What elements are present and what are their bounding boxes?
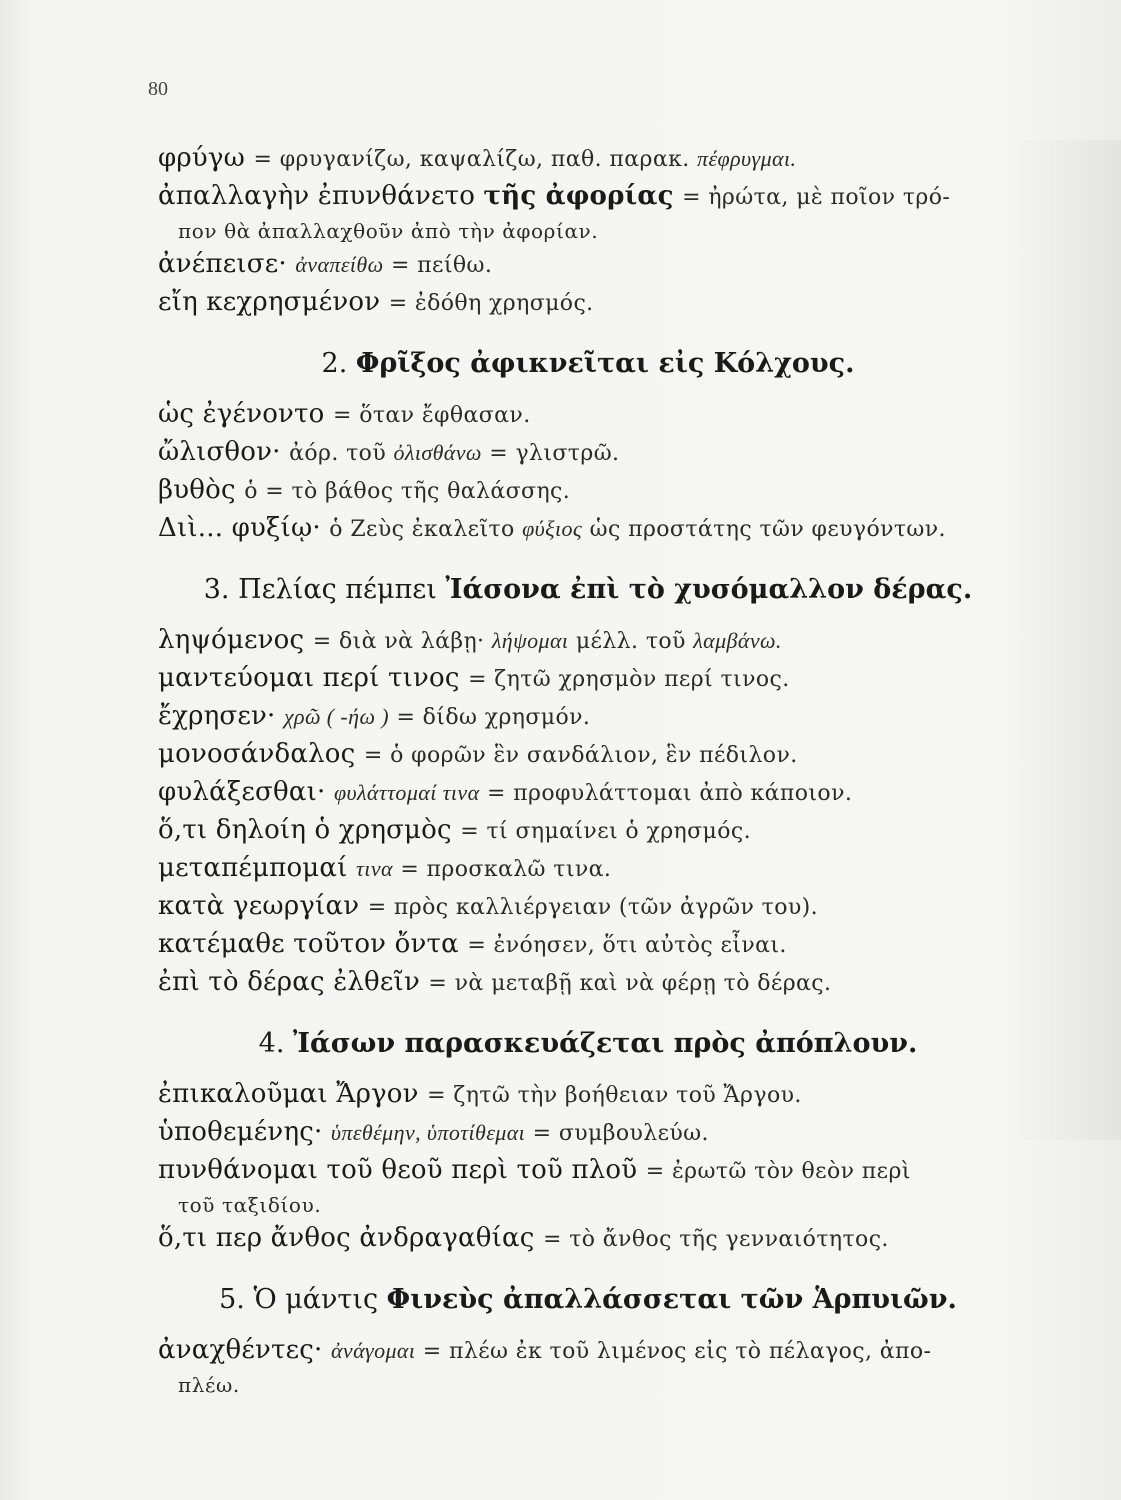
definition: = προσκαλῶ τινα. [392,857,612,882]
section-title: Πελίας πέμπει [238,574,446,605]
gloss-line [158,774,1018,812]
gloss-line [158,812,1018,850]
term: μεταπέμπομαί [158,853,348,883]
gloss-line [158,926,1018,964]
term: εἴη κεχρησμένον [158,287,381,317]
section-title: Φρῖξος ἀφικνεῖται εἰς Κόλχους. [355,348,855,379]
section-heading-5 [158,1280,1018,1320]
section-number: 5. [219,1284,245,1315]
definition: = ζητῶ τὴν βοήθειαν τοῦ Ἄργου. [427,1083,802,1108]
definition: = γλιστρῶ. [481,441,620,466]
section-number: 2. [321,348,348,379]
definition: = πρὸς καλλιέργειαν (τῶν ἀγρῶν του). [367,895,818,920]
definition: = ὅταν ἔφθασαν. [332,403,531,428]
definition-italic: ἀναπείθω [295,252,384,277]
definition: ὡς προστάτης τῶν φευγόντων. [582,517,946,542]
definition-italic: φύξιος [522,516,583,541]
definition: = ὁ φορῶν ἓν σανδάλιον, ἓν πέδιλον. [363,743,798,768]
section-heading-3 [158,570,1018,610]
term: μονοσάνδαλος [158,739,356,769]
definition-italic: χρῶ ( -ήω ) [283,704,390,729]
gloss-line [158,1114,1018,1152]
gloss-line [158,246,1018,284]
definition: = ἐρωτῶ τὸν θεὸν περὶ [645,1159,911,1184]
term: ὤλισθον· [158,437,281,467]
glossary-content [158,140,1018,1400]
definition-italic: λήψομαι [491,628,569,653]
gloss-line [158,888,1018,926]
definition: = ἠρώτα, μὲ ποῖον τρό- [682,185,951,210]
term: βυθὸς [158,475,236,505]
definition: = τὸ ἄνθος τῆς γενναιότητος. [542,1227,889,1252]
definition-italic: πέφρυγμαι. [697,146,797,171]
term: ἐπικαλοῦμαι Ἄργον [158,1079,419,1109]
definition: = συμβουλεύω. [525,1121,709,1146]
definition-italic: φυλάττομαί τινα [333,780,480,805]
section-heading-2 [158,344,1018,384]
term: ληψόμενος [158,625,305,655]
definition: = πλέω ἐκ τοῦ λιμένος εἰς τὸ πέλαγος, ἀπο- [415,1339,932,1364]
gloss-line [158,396,1018,434]
term: κατέμαθε τοῦτον ὄντα [158,929,459,959]
definition: = ζητῶ χρησμὸν περί τινος. [468,667,790,692]
term: Διὶ... φυξίῳ· [158,513,321,543]
section-title: Ἰάσων παρασκευάζεται πρὸς ἀπόπλουν. [293,1028,918,1059]
definition: ἀόρ. τοῦ [289,441,394,466]
term-bold: τῆς ἀφορίας [483,181,674,211]
gloss-line [158,434,1018,472]
term: ὡς ἐγένοντο [158,399,325,429]
gloss-line [158,1076,1018,1114]
definition-italic: ὑπεθέμην, ὑποτίθεμαι [330,1120,526,1145]
gloss-line [158,964,1018,1002]
gloss-continuation: πλέω. [178,1373,240,1397]
gloss-line [158,472,1018,510]
term: μαντεύομαι περί τινος [158,663,460,693]
definition-italic: τινα [356,856,393,881]
definition: ὁ Ζεὺς ἐκαλεῖτο [329,517,523,542]
term: ὑποθεμένης· [158,1117,323,1147]
definition: = νὰ μεταβῇ καὶ νὰ φέρῃ τὸ δέρας. [428,971,832,996]
term: κατὰ γεωργίαν [158,891,360,921]
section-title-bold: Ἰάσονα ἐπὶ τὸ χυσόμαλλον δέρας. [445,574,973,605]
definition: = δίδω χρησμόν. [389,705,591,730]
gloss-line [158,850,1018,888]
section-number: 3. [203,574,230,605]
term: φρύγω [158,143,246,173]
gloss-line [158,284,1018,322]
gloss-line [158,178,1018,216]
gloss-continuation: πον θὰ ἀπαλλαχθοῦν ἀπὸ τὴν ἀφορίαν. [178,219,599,243]
definition: = τί σημαίνει ὁ χρησμός. [460,819,751,844]
definition-italic: ὀλισθάνω [393,440,482,465]
gloss-line [158,1152,1018,1190]
section-heading-4 [158,1024,1018,1064]
section-number: 4. [258,1028,285,1059]
gloss-line [158,510,1018,548]
section-title: Ὁ μάντις [253,1284,387,1315]
term: ἐπὶ τὸ δέρας ἐλθεῖν [158,967,420,997]
gloss-line [158,736,1018,774]
term: φυλάξεσθαι· [158,777,326,807]
gloss-line [158,1332,1018,1370]
definition: ὁ = τὸ βάθος τῆς θαλάσσης. [244,479,571,504]
gloss-line [158,622,1018,660]
gloss-line [158,660,1018,698]
definition: μέλλ. τοῦ [568,629,694,654]
term: ἔχρησεν· [158,701,276,731]
definition: = διὰ νὰ λάβῃ· [312,629,492,654]
gloss-line [158,1220,1018,1258]
definition-italic: ἀνάγομαι [330,1338,416,1363]
definition-italic: λαμβάνω. [693,628,782,653]
term: ὅ,τι περ ἄνθος ἀνδραγαθίας [158,1223,535,1253]
term: ὅ,τι δηλοίη ὁ χρησμὸς [158,815,452,845]
definition: = ἐδόθη χρησμός. [388,291,594,316]
gloss-line [158,698,1018,736]
term: πυνθάνομαι τοῦ θεοῦ περὶ τοῦ πλοῦ [158,1155,638,1185]
term: ἀνέπεισε· [158,249,287,279]
section-title-bold: Φινεὺς ἀπαλλάσσεται τῶν Ἁρπυιῶν. [386,1284,957,1315]
definition: = προφυλάττομαι ἀπὸ κάποιον. [479,781,853,806]
page-number: 80 [148,78,168,100]
gloss-continuation: τοῦ ταξιδίου. [178,1193,322,1217]
gloss-line [158,140,1018,178]
page-shadow [1001,140,1121,1140]
term: ἀπαλλαγὴν ἐπυνθάνετο [158,181,484,211]
definition: = ἐνόησεν, ὅτι αὐτὸς εἶναι. [467,933,787,958]
definition: = φρυγανίζω, καψαλίζω, παθ. παρακ. [253,147,698,172]
definition: = πείθω. [390,253,493,278]
term: ἀναχθέντες· [158,1335,323,1365]
